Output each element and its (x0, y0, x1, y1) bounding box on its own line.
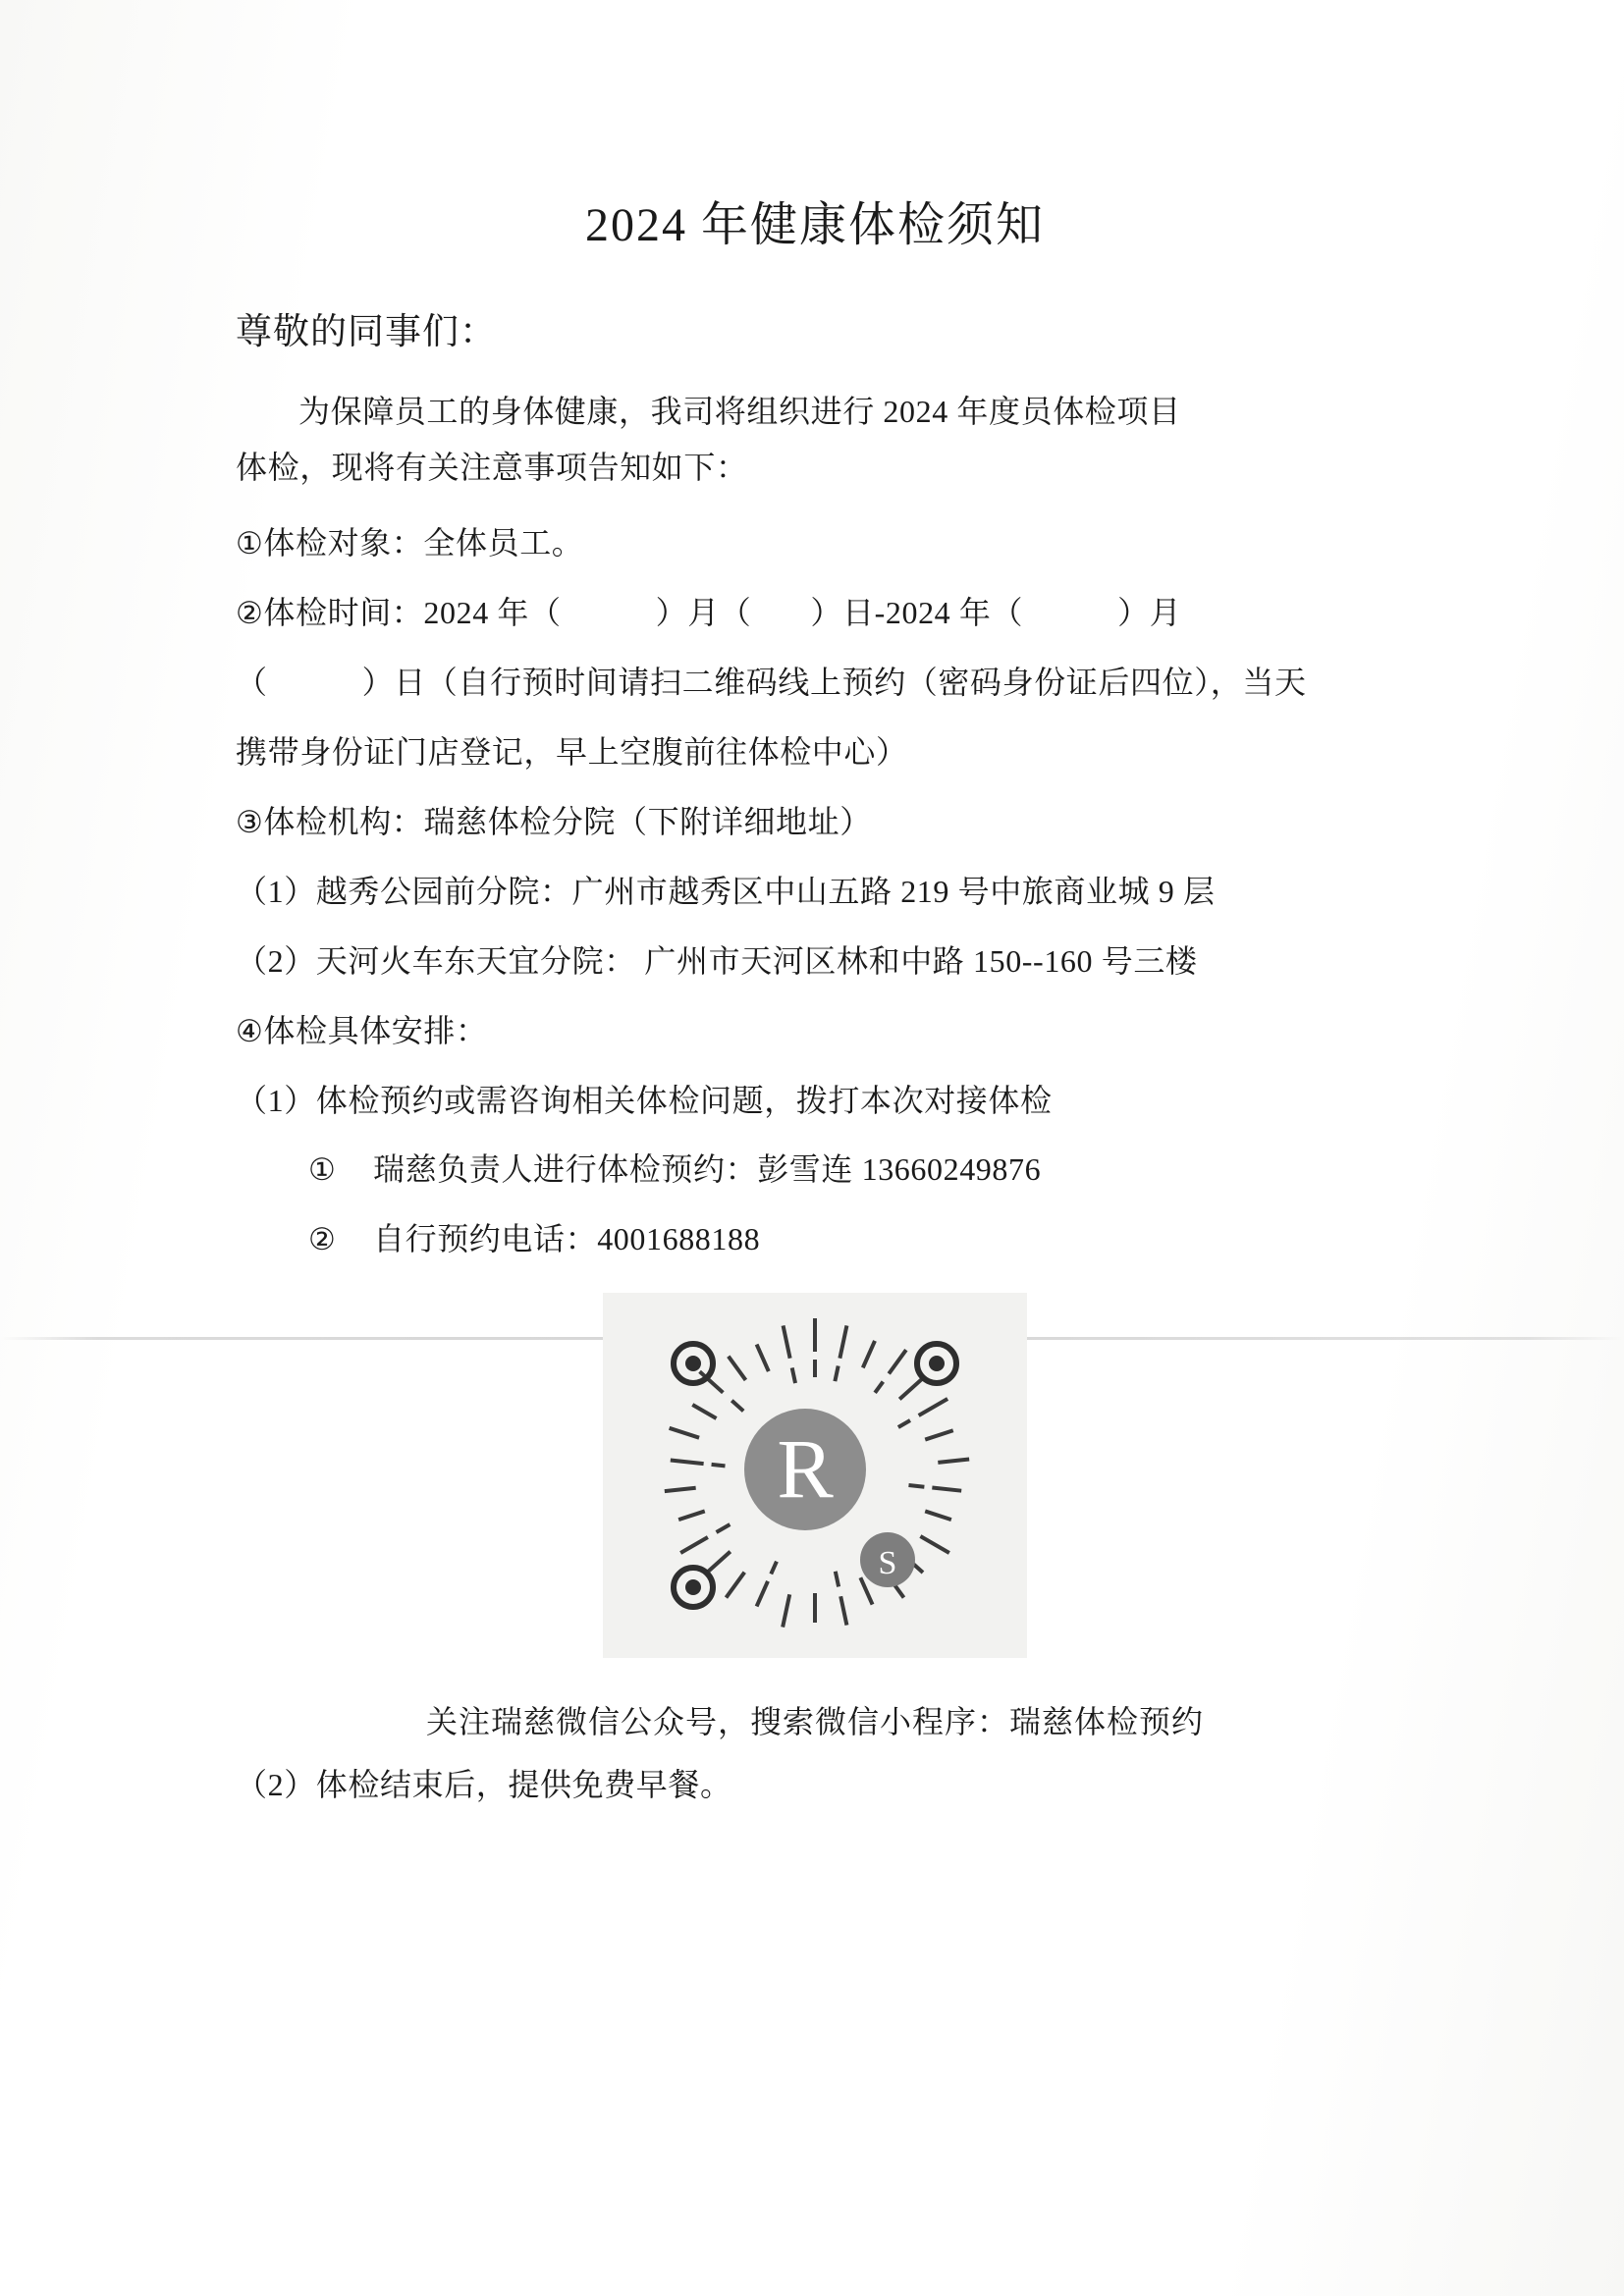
item-4-contact-1-text: 瑞慈负责人进行体检预约：彭雪连 13660249876 (373, 1151, 1042, 1188)
item-1-marker: ① (236, 525, 264, 561)
item-4-contact-2-marker: ② (308, 1222, 337, 1257)
qr-code-caption: 关注瑞慈微信公众号，搜索微信小程序：瑞慈体检预约 (425, 1704, 1204, 1740)
item-2-marker: ② (236, 595, 264, 630)
item-4-contact-1 (236, 1142, 1394, 1198)
item-4-marker: ④ (236, 1013, 264, 1048)
item-3-text: 体检机构：瑞慈体检分院（下附详细地址） (263, 803, 872, 839)
item-4-sub-2: （2）体检结束后，提供免费早餐。 (236, 1767, 732, 1803)
item-2-line2-a: （ (236, 664, 268, 700)
item-2-line2-b: ）日（自行预时间请扫二维码线上预约（密码身份证后四位），当天 (361, 664, 1307, 700)
svg-text:S: S (878, 1545, 897, 1582)
item-3-heading (236, 794, 1394, 850)
item-2-line-1 (236, 585, 1394, 641)
intro-line-1: 为保障员工的身体健康，我司将组织进行 2024 年度员体检项目 (298, 394, 1181, 429)
item-2-line-3: 携带身份证门店登记，早上空腹前往体检中心） (236, 733, 908, 770)
item-4-sub-1: （1）体检预约或需咨询相关体检问题，拨打本次对接体检 (236, 1082, 1053, 1118)
page-title: 2024 年健康体检须知 (584, 199, 1045, 251)
item-4-contact-2-text: 自行预约电话：4001688188 (373, 1221, 761, 1257)
item-3 (236, 794, 1394, 989)
qr-code-container (236, 1293, 1394, 1658)
item-1-text: 体检对象：全体员工。 (263, 524, 584, 561)
item-2-line1-a: 体检时间：2024 年（ (263, 594, 562, 630)
item-1 (236, 515, 1394, 571)
intro-paragraph (236, 384, 1394, 496)
item-4-contact-2 (236, 1211, 1394, 1267)
item-4-heading (236, 1003, 1394, 1059)
document-content (236, 187, 1394, 1805)
item-2-line-2 (236, 655, 1394, 711)
item-2-line1-d: ）月 (1117, 594, 1182, 630)
item-4-contact-1-marker: ① (308, 1152, 337, 1188)
item-3-clinic-1: （1）越秀公园前分院：广州市越秀区中山五路 219 号中旅商业城 9 层 (236, 873, 1216, 909)
intro-line-2: 体检，现将有关注意事项告知如下： (236, 449, 748, 485)
item-3-marker: ③ (236, 804, 264, 839)
svg-text:R: R (777, 1421, 834, 1517)
item-2-line1-c: ）日-2024 年（ (810, 594, 1024, 630)
salutation: 尊敬的同事们： (236, 312, 497, 352)
item-4-text: 体检具体安排： (263, 1012, 488, 1048)
item-4 (236, 1003, 1394, 1806)
item-2 (236, 585, 1394, 780)
item-3-clinic-2: （2）天河火车东天宜分院： 广州市天河区林和中路 150--160 号三楼 (236, 942, 1198, 979)
wechat-qr-code-icon[interactable] (603, 1293, 1027, 1658)
item-2-line1-b: ）月（ (655, 594, 752, 630)
